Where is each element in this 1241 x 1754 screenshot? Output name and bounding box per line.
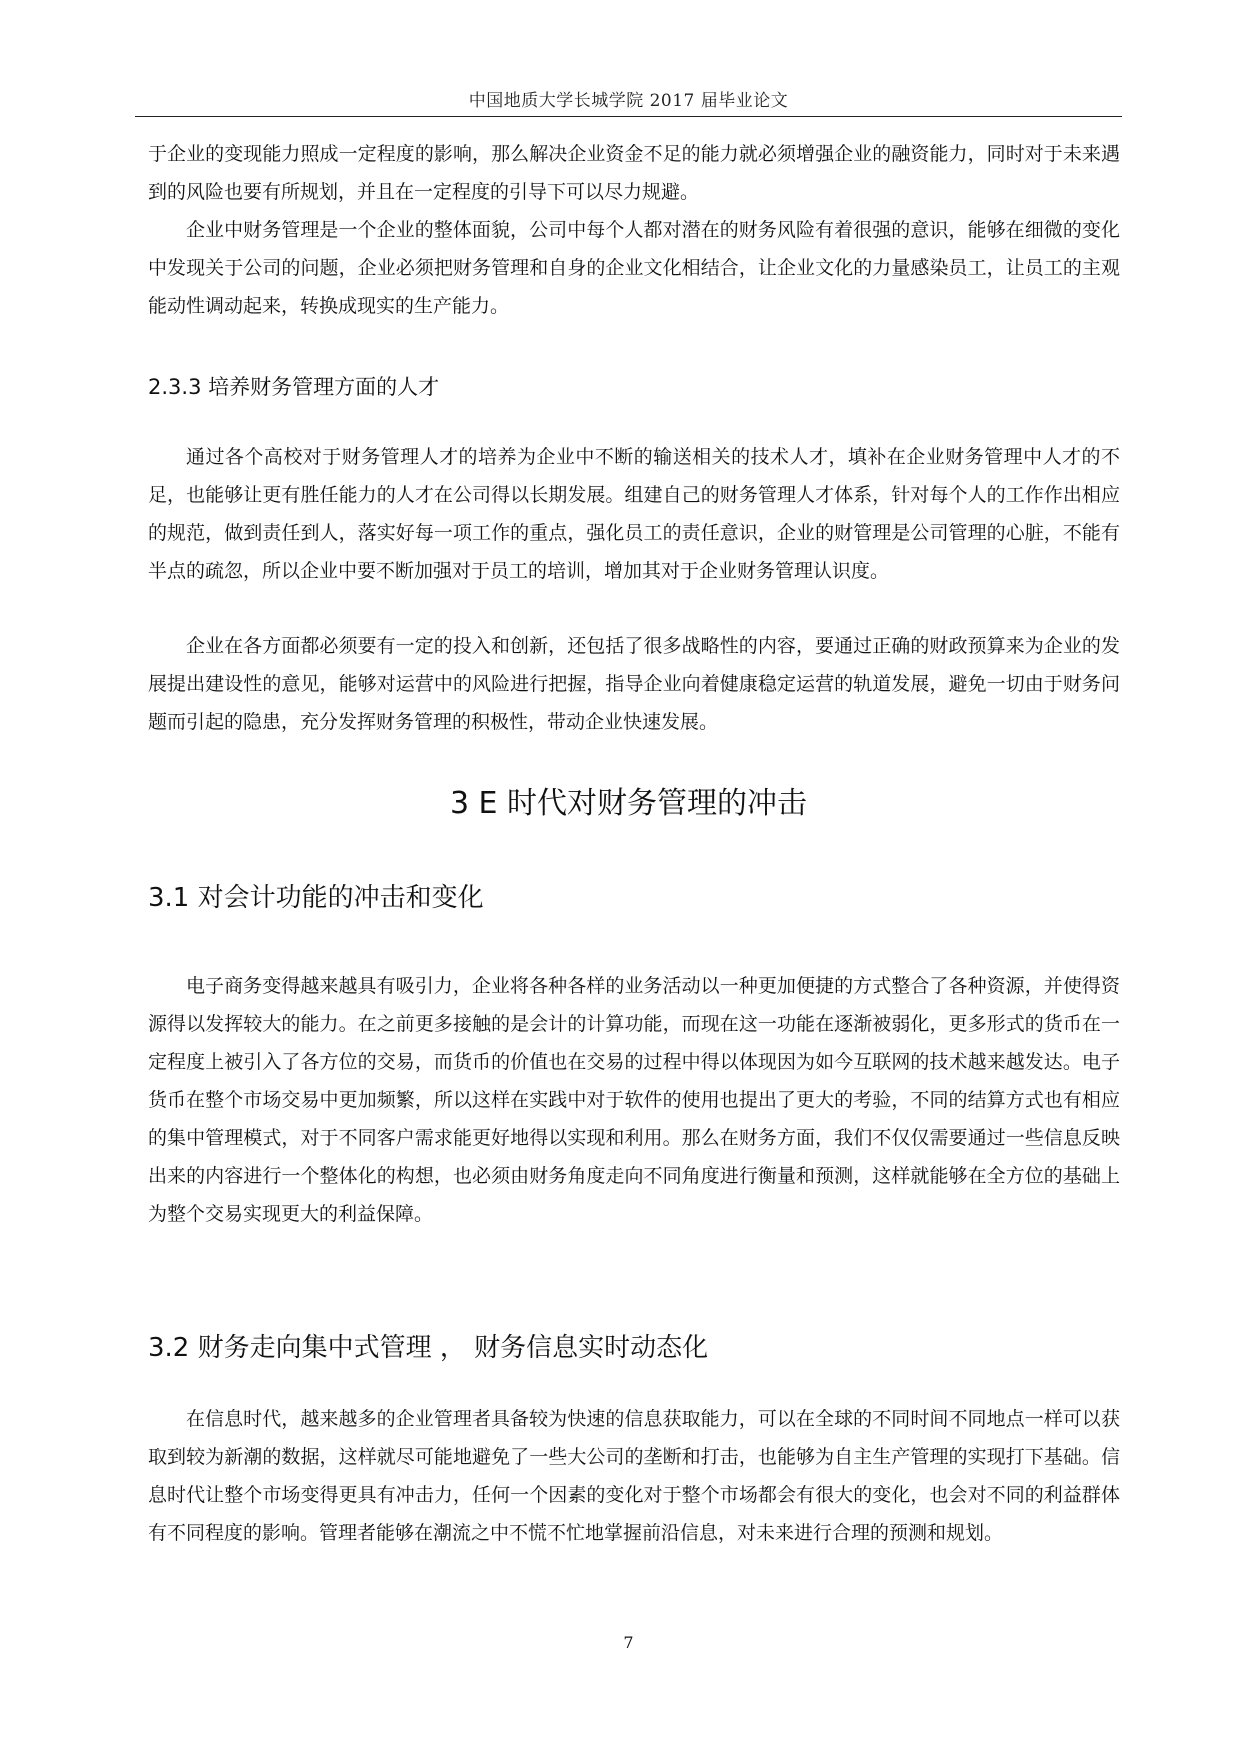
section-heading-2-3-3: 2.3.3 培养财务管理方面的人才: [148, 375, 440, 399]
chapter-heading-3: 3 E 时代对财务管理的冲击: [449, 786, 808, 821]
paragraph: 企业中财务管理是一个企业的整体面貌，公司中每个人都对潜在的财务风险有着很强的意识，能够在细微的变化中发现关于公司的问题，企业必须把财务管理和自身的企业文化相结合，让企业文化的力量感染员工，让员工的主观能动性调动起来，转换成现实的生产能力。: [148, 219, 1120, 317]
page-number: 7: [623, 1633, 634, 1652]
page-header: 中国地质大学长城学院 2017 届毕业论文: [468, 91, 789, 111]
paragraph: 电子商务变得越来越具有吸引力，企业将各种各样的业务活动以一种更加便捷的方式整合了各种资源，并使得资源得以发挥较大的能力。在之前更多接触的是会计的计算功能，而现在这一功能在逐渐被弱化，更多形式的货币在一定程度上被引入了各方位的交易，而货币的价值也在交易的过程中得以体现因为如今互联网的技术越来越发达。电子货币在整个市场交易中更加频繁，所以这样在实践中对于软件的使用也提出了更大的考验，不同的结算方式也有相应的集中管理模式，对于不同客户需求能更好地得以实现和利用。那么在财务方面，我们不仅仅需要通过一些信息反映出来的内容进行一个整体化的构想，也必须由财务角度走向不同角度进行衡量和预测，这样就能够在全方位的基础上为整个交易实现更大的利益保障。: [148, 975, 1120, 1225]
paragraph: 企业在各方面都必须要有一定的投入和创新，还包括了很多战略性的内容，要通过正确的财政预算来为企业的发展提出建设性的意见，能够对运营中的风险进行把握，指导企业向着健康稳定运营的轨道发展，避免一切由于财务问题而引起的隐患，充分发挥财务管理的积极性，带动企业快速发展。: [148, 635, 1120, 733]
paragraph-continued: 于企业的变现能力照成一定程度的影响，那么解决企业资金不足的能力就必须增强企业的融资能力，同时对于未来遇到的风险也要有所规划，并且在一定程度的引导下可以尽力规避。: [148, 143, 1120, 203]
paragraph: 通过各个高校对于财务管理人才的培养为企业中不断的输送相关的技术人才，填补在企业财务管理中人才的不足，也能够让更有胜任能力的人才在公司得以长期发展。组建自己的财务管理人才体系，针对每个人的工作作出相应的规范，做到责任到人，落实好每一项工作的重点，强化员工的责任意识，企业的财管理是公司管理的心脏，不能有半点的疏忽，所以企业中要不断加强对于员工的培训，增加其对于企业财务管理认识度。: [148, 446, 1120, 582]
header-divider: [135, 116, 1122, 117]
paragraph: 在信息时代，越来越多的企业管理者具备较为快速的信息获取能力，可以在全球的不同时间不同地点一样可以获取到较为新潮的数据，这样就尽可能地避免了一些大公司的垄断和打击，也能够为自主生产管理的实现打下基础。信息时代让整个市场变得更具有冲击力，任何一个因素的变化对于整个市场都会有很大的变化，也会对不同的利益群体有不同程度的影响。管理者能够在潮流之中不慌不忙地掌握前沿信息，对未来进行合理的预测和规划。: [148, 1408, 1120, 1544]
section-heading-3-1: 3.1 对会计功能的冲击和变化: [148, 883, 484, 913]
section-heading-3-2: 3.2 财务走向集中式管理 ， 财务信息实时动态化: [148, 1333, 709, 1363]
